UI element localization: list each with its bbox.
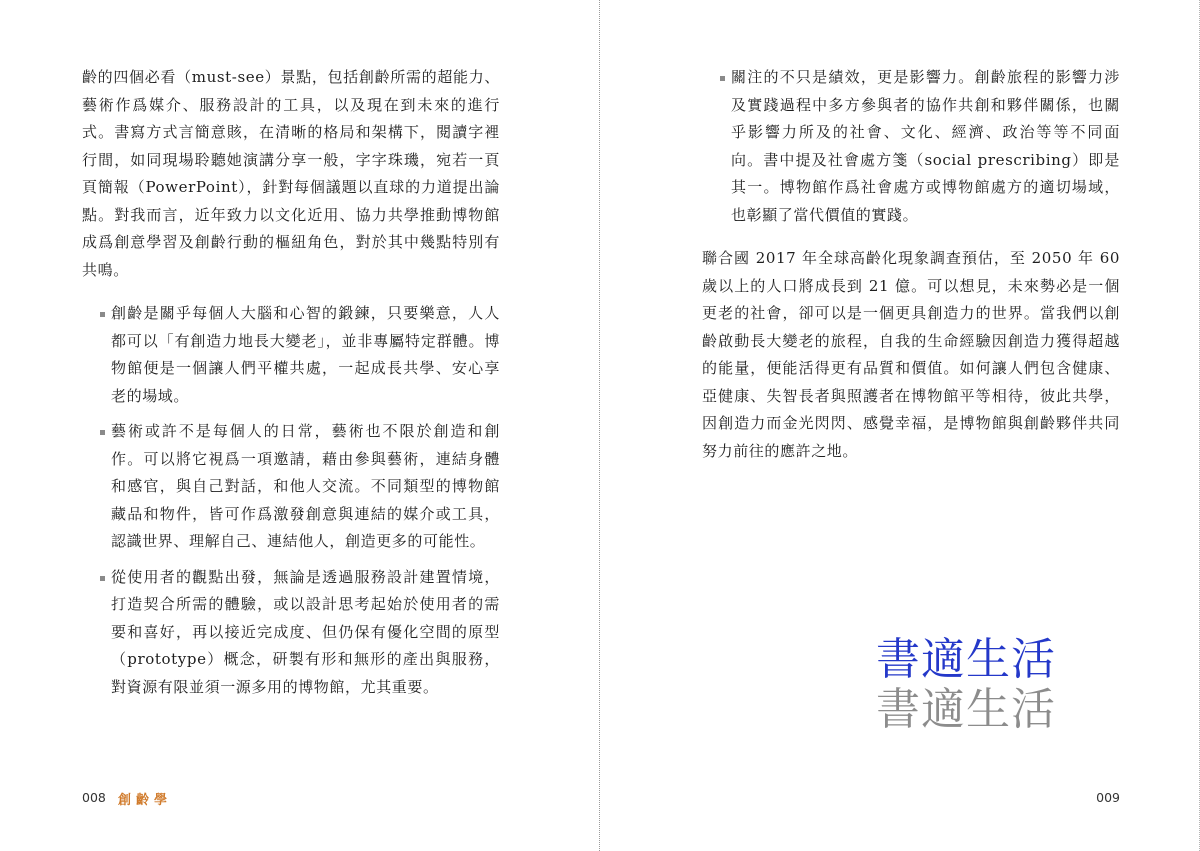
- body-paragraph: 聯合國 2017 年全球高齡化現象調查預估，至 2050 年 60 歲以上的人口將成長到 21 億。可以想見，未來勢必是一個更老的社會，卻可以是一個更具創造力的世界。當我們以創齡啟動長大變老的旅程，自我的生命經驗因創造力獲得超越的能量，便能活得更有品質和價值。如何讓人們包含健康、亞健康、失智長者與照護者在博物館平等相待，彼此共學，因創造力而金光閃閃、感覺幸福，是博物館與創齡夥伴共同努力前往的應許之地。: [702, 249, 1120, 460]
- page-number-right: 009: [1096, 790, 1120, 805]
- running-title: 創齡學: [118, 793, 173, 808]
- bullet-list: [82, 300, 500, 701]
- left-page-body: [82, 64, 500, 701]
- list-item: 從使用者的觀點出發，無論是透過服務設計建置情境，打造契合所需的體驗，或以設計思考起始於使用者的需要和喜好，再以接近完成度、但仍保有優化空間的原型（prototype）概念，研製有形和無形的產出與服務，對資源有限並須一源多用的博物館，尤其重要。: [82, 564, 500, 702]
- bullet-list-right: [702, 64, 1120, 229]
- watermark-blue: 書適生活: [876, 634, 1056, 685]
- page-number-left: 008: [82, 790, 106, 805]
- intro-paragraph: 齡的四個必看（must-see）景點，包括創齡所需的超能力、藝術作爲媒介、服務設計的工具，以及現在到未來的進行式。書寫方式言簡意賅，在清晰的格局和架構下，閱讀字裡行間，如同現場聆聽她演講分享一般，字字珠璣，宛若一頁頁簡報（PowerPoint），針對每個議題以直球的力道提出論點。對我而言，近年致力以文化近用、協力共學推動博物館成爲創意學習及創齡行動的樞紐角色，對於其中幾點特別有共鳴。: [82, 68, 500, 279]
- watermark-gray: 書適生活: [876, 684, 1056, 735]
- right-page-body: [702, 64, 1120, 465]
- list-item: 藝術或許不是每個人的日常，藝術也不限於創造和創作。可以將它視爲一項邀請，藉由參與藝術，連結身體和感官，與自己對話，和他人交流。不同類型的博物館藏品和物件，皆可作爲激發創意與連結的媒介或工具，認識世界、理解自己、連結他人，創造更多的可能性。: [82, 418, 500, 556]
- list-item: 創齡是關乎每個人大腦和心智的鍛鍊，只要樂意，人人都可以「有創造力地長大變老」，並非專屬特定群體。博物館便是一個讓人們平權共處，一起成長共學、安心享老的場域。: [82, 300, 500, 410]
- page-gutter: [599, 0, 600, 851]
- list-item: 關注的不只是績效，更是影響力。創齡旅程的影響力涉及實踐過程中多方參與者的協作共創和夥伴關係，也關乎影響力所及的社會、文化、經濟、政治等等不同面向。書中提及社會處方箋（social prescribing）即是其一。博物館作爲社會處方或博物館處方的適切場域，也彰顯了當代價值的實踐。: [702, 64, 1120, 229]
